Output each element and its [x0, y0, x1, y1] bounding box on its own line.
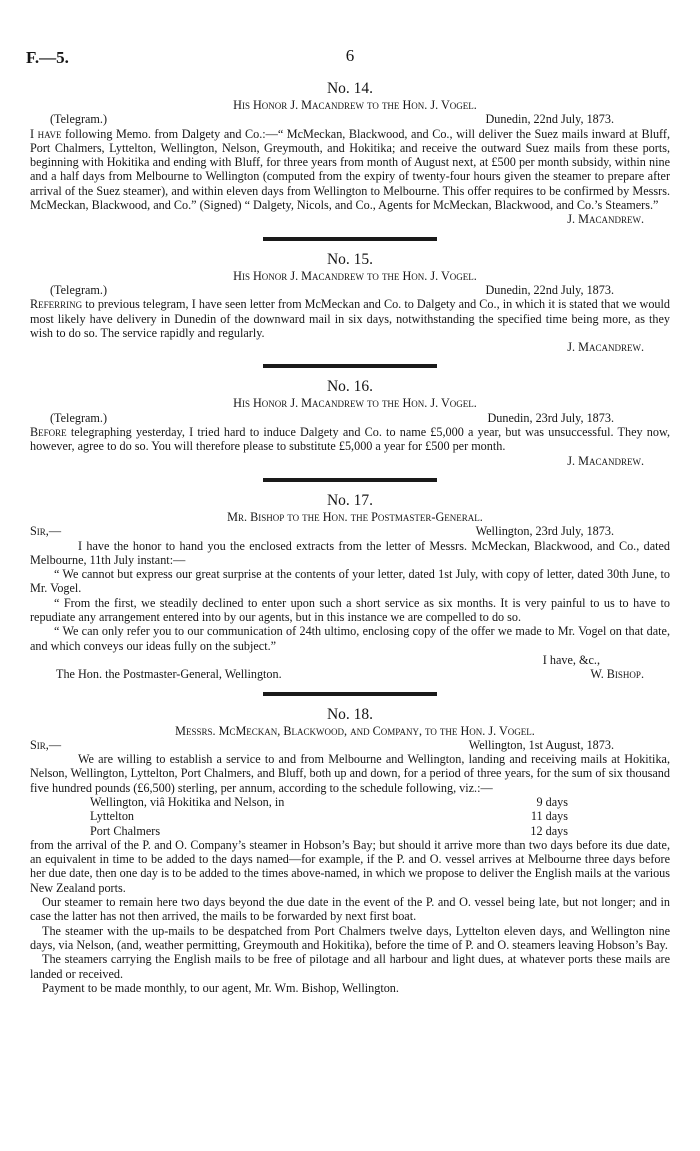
section-15 [30, 251, 670, 355]
paragraph: The steamer with the up-mails to be despatched from Port Chalmers twelve days, Lyttelton eleven days, and Wellington nine days, via Nelson, (and, weather permitting, Greymouth and Hokitika), before the time of P. and O. steamers leaving Hobson’s Bay. [30, 923, 670, 952]
schedule-days: 9 days [536, 794, 568, 809]
schedule-row [90, 795, 670, 809]
salutation: Sir,— [30, 737, 62, 752]
opening-words: Referring [30, 297, 83, 312]
paragraph: Our steamer to remain here two days beyond the due date in the event of the P. and O. vessel being late, but not longer; and in case the latter has not then arrived, the mails to be forwarded by next first boat. [30, 895, 670, 924]
section-divider [263, 692, 437, 696]
schedule-place: Port Chalmers [90, 823, 161, 838]
schedule-place: Wellington, viâ Hokitika and Nelson, in [90, 794, 285, 809]
correspondence-heading: His Honor J. Macandrew to the Hon. J. Vogel. [233, 98, 477, 112]
message-type: (Telegram.) [50, 282, 108, 297]
quoted-paragraph: “ From the first, we steadily declined to enter upon such a short service as six months. It is very painful to us to have to repudiate any arrangement entered into by our agents, but in this instance we are compelled to do so. [30, 595, 670, 625]
signature: J. Macandrew. [567, 212, 644, 227]
section-number: No. 14. [326, 80, 374, 97]
page-number: 6 [345, 46, 355, 65]
correspondence-heading: His Honor J. Macandrew to the Hon. J. Vogel. [233, 396, 477, 411]
opening-words: Before [30, 425, 67, 440]
paragraph: from the arrival of the P. and O. Company’s steamer in Hobson’s Bay; but should it arrive more than two days before its due date, an equivalent in time to be added to the days named—for example, if the P. and O. vessel arrives at Melbourne three days before her due date, then one day is to be added to the times above-named, in which we propose to deliver the English mails at the various New Zealand ports. [30, 837, 671, 895]
paragraph: I have the honor to hand you the enclosed extracts from the letter of Messrs. McMeckan, Blackwood, and Co., dated Melbourne, 11th July instant:— [30, 538, 670, 567]
quoted-paragraph: “ We can only refer you to our communication of 24th ultimo, enclosing copy of the offer we made to Mr. Vogel on that date, and which conveys our ideas fully on the subject.” [30, 624, 670, 653]
correspondence-heading: Mr. Bishop to the Hon. the Postmaster-General. [227, 509, 483, 524]
schedule-days: 11 days [530, 809, 568, 824]
quoted-paragraph: “ We cannot but express our great surprise at the contents of your letter, dated 1st July, with copy of letter, dated 30th June, to Mr. Vogel. [30, 567, 670, 596]
section-17 [30, 492, 670, 682]
signature: J. Macandrew. [567, 340, 644, 355]
section-divider [263, 237, 437, 241]
signature: W. Bishop. [590, 667, 644, 682]
signature: J. Macandrew. [567, 453, 644, 468]
section-number: No. 18. [326, 705, 374, 723]
correspondence-heading: Messrs. McMeckan, Blackwood, and Company, to the Hon. J. Vogel. [175, 723, 535, 738]
paragraph: The steamers carrying the English mails to be free of pilotage and all harbour and light dues, at whatever ports these mails are landed or received. [30, 952, 670, 981]
schedule-table [30, 795, 670, 838]
place-date: Dunedin, 23rd July, 1873. [487, 410, 614, 425]
section-divider [263, 478, 437, 482]
paragraph: We are willing to establish a service to and from Melbourne and Wellington, landing and receiving mails at Hokitika, Nelson, Wellington, Lyttelton, Port Chalmers, and Bluff, both up and down, for a period of three years, for the sum of six thousand five hundred pounds (£6,500) sterling, per annum, according to the schedule following, viz.:— [30, 752, 670, 795]
correspondence-heading: His Honor J. Macandrew to the Hon. J. Vogel. [233, 268, 477, 283]
closing: I have, &c., [542, 652, 600, 667]
schedule-row [90, 824, 670, 838]
section-number: No. 17. [326, 491, 374, 509]
document-body [30, 80, 670, 995]
section-16 [30, 378, 670, 467]
schedule-row [90, 809, 670, 823]
message-body: to previous telegram, I have seen letter from McMeckan and Co. to Dalgety and Co., in which it is stated that we would most likely have delivery in Dunedin of the downward mail in six days, notwithstanding the specified time being more, as they wish to do so. The service rapidly and regularly. [30, 297, 670, 340]
place-date: Wellington, 23rd July, 1873. [475, 524, 614, 539]
message-body: following Memo. from Dalgety and Co.:—“ McMeckan, Blackwood, and Co., will deliver the Suez mails inward at Bluff, Port Chalmers, Lyttelton, Wellington, Nelson, Greymouth, and Hokitika; and receive the outward Suez mails from these ports, beginning with Hokitika and ending with Bluff, for three years from month of August next, at £500 per month subsidy, within nine and a half days from Melbourne to Wellington (computed from the expiry of twenty-four hours given the steamer to prepare after arrival of the Suez steamer), and within eleven days from Wellington to Melbourne. This offer requires to be confirmed by Messrs. McMeckan, Blackwood, and Co.” (Signed) “ Dalgety, Nicols, and Co., Agents for McMeckan, Blackwood, and Co.’s Steamers.” [30, 126, 671, 213]
message-type: (Telegram.) [50, 410, 108, 425]
message-type: (Telegram.) [50, 112, 108, 127]
message-body: telegraphing yesterday, I tried hard to induce Dalgety and Co. to name £5,000 a year, but was unsuccessful. They now, however, agree to do so. You will therefore please to substitute £5,000 a year for £500 per month. [30, 425, 671, 454]
section-14 [30, 80, 670, 227]
section-number: No. 16. [326, 378, 374, 396]
place-date: Wellington, 1st August, 1873. [468, 737, 614, 752]
place-date: Dunedin, 22nd July, 1873. [485, 282, 614, 297]
place-date: Dunedin, 22nd July, 1873. [485, 112, 614, 127]
opening-words: I have [30, 126, 62, 141]
schedule-days: 12 days [530, 823, 568, 838]
schedule-place: Lyttelton [90, 809, 135, 824]
section-number: No. 15. [326, 250, 374, 268]
addressee: The Hon. the Postmaster-General, Wellington. [56, 667, 282, 682]
paragraph: Payment to be made monthly, to our agent, Mr. Wm. Bishop, Wellington. [42, 980, 399, 995]
salutation: Sir,— [30, 524, 62, 539]
section-18 [30, 706, 670, 996]
section-divider [263, 364, 437, 368]
document-reference: F.—5. [26, 48, 69, 67]
